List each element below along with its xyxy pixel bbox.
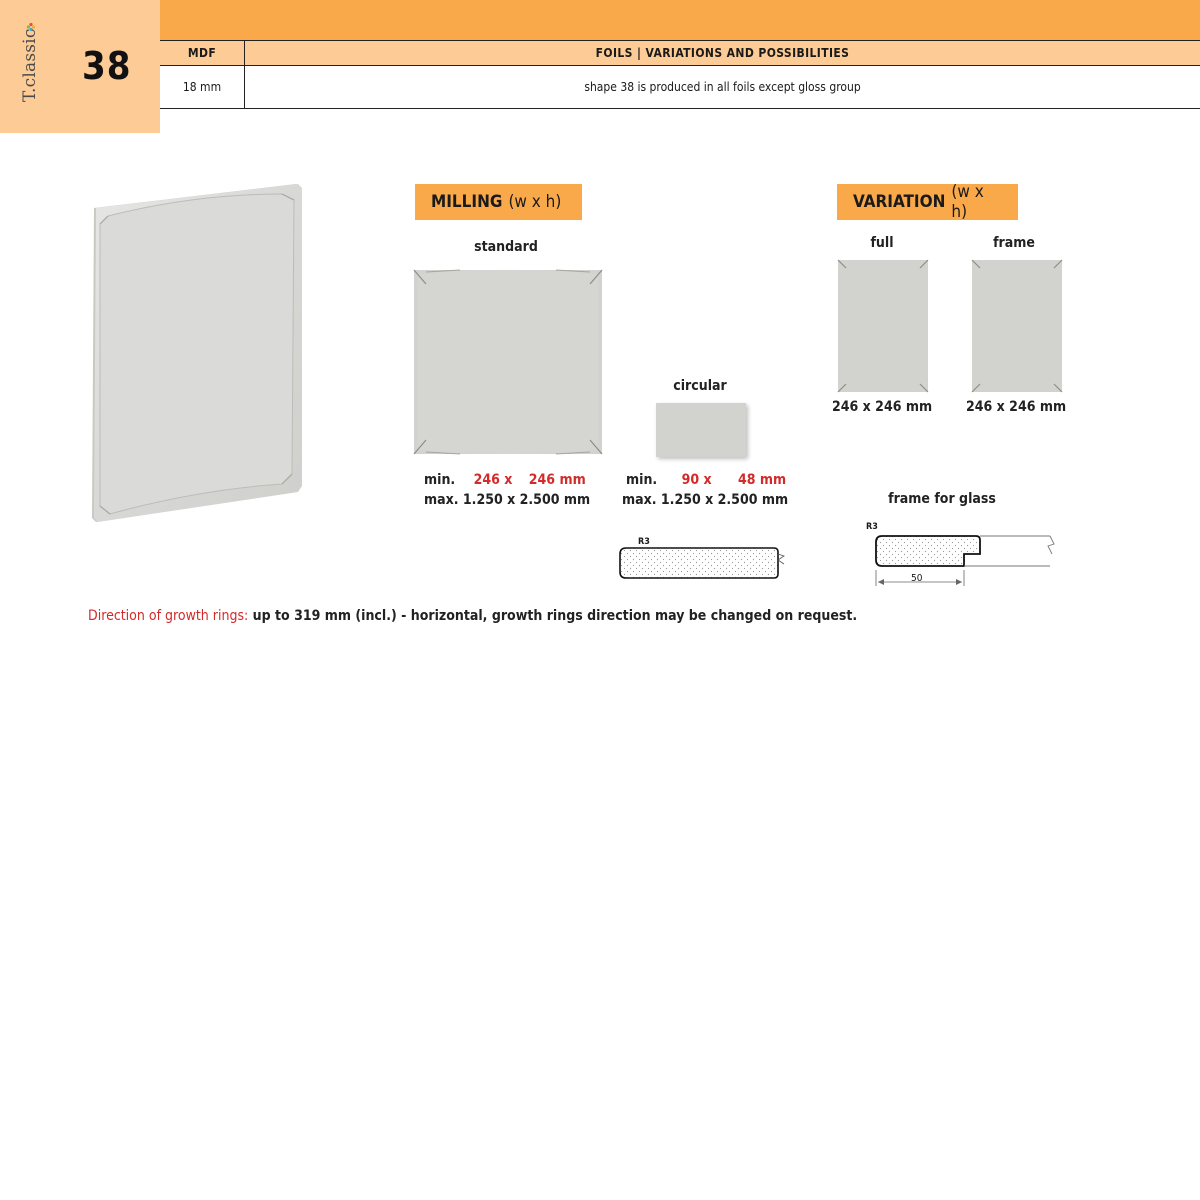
table-value-row: [160, 66, 1200, 109]
milling-title: MILLING: [431, 192, 503, 212]
standard-label: standard: [474, 239, 538, 255]
header-material: MDF: [160, 41, 245, 65]
growth-rings-text: up to 319 mm (incl.) - horizontal, growth rings direction may be changed on request.: [248, 608, 858, 624]
shape-number: 38: [82, 44, 132, 88]
full-size: 246 x 246 mm: [832, 399, 933, 415]
header-foils: FOILS | VARIATIONS AND POSSIBILITIES: [595, 46, 850, 60]
circular-min: [626, 472, 786, 488]
milling-unit: (w x h): [508, 192, 562, 212]
frame-for-glass-dimension: 50: [911, 573, 923, 584]
standard-min-height: 246 mm: [528, 472, 586, 488]
frame-label: frame: [993, 235, 1035, 251]
standard-min: [424, 472, 586, 488]
circular-profile-r3: R3: [638, 537, 650, 547]
circular-min-label: min.: [626, 472, 658, 488]
standard-max: max. 1.250 x 2.500 mm: [424, 492, 591, 508]
circular-min-width: 90 x: [681, 472, 712, 488]
value-thickness: 18 mm: [160, 66, 245, 108]
frame-for-glass-profile-drawing: [864, 520, 1060, 590]
full-panel: [836, 258, 930, 394]
standard-min-label: min.: [424, 472, 456, 488]
brand-logo: [12, 20, 48, 110]
variation-unit: (w x h): [951, 182, 984, 222]
circular-min-height: 48 mm: [738, 472, 787, 488]
frame-panel: [970, 258, 1064, 394]
frame-size: 246 x 246 mm: [966, 399, 1067, 415]
variation-title: VARIATION: [853, 192, 946, 212]
standard-panel: [412, 268, 604, 456]
frame-for-glass-r3: R3: [866, 522, 878, 532]
circular-label: circular: [673, 378, 727, 394]
value-foils-note: shape 38 is produced in all foils except gloss group: [584, 80, 861, 94]
standard-min-width: 246 x: [473, 472, 513, 488]
circular-max: max. 1.250 x 2.500 mm: [622, 492, 789, 508]
brand-name: T.classic: [20, 28, 40, 102]
frame-for-glass-label: frame for glass: [888, 491, 996, 507]
full-label: full: [870, 235, 894, 251]
milling-label: [415, 184, 582, 220]
table-header-row: [160, 40, 1200, 66]
growth-rings-note: [88, 608, 857, 624]
door-front-image: [86, 180, 308, 526]
top-band: [160, 0, 1200, 40]
growth-rings-label: Direction of growth rings:: [88, 608, 249, 624]
variation-label: [837, 184, 1018, 220]
circular-panel: [656, 403, 746, 457]
